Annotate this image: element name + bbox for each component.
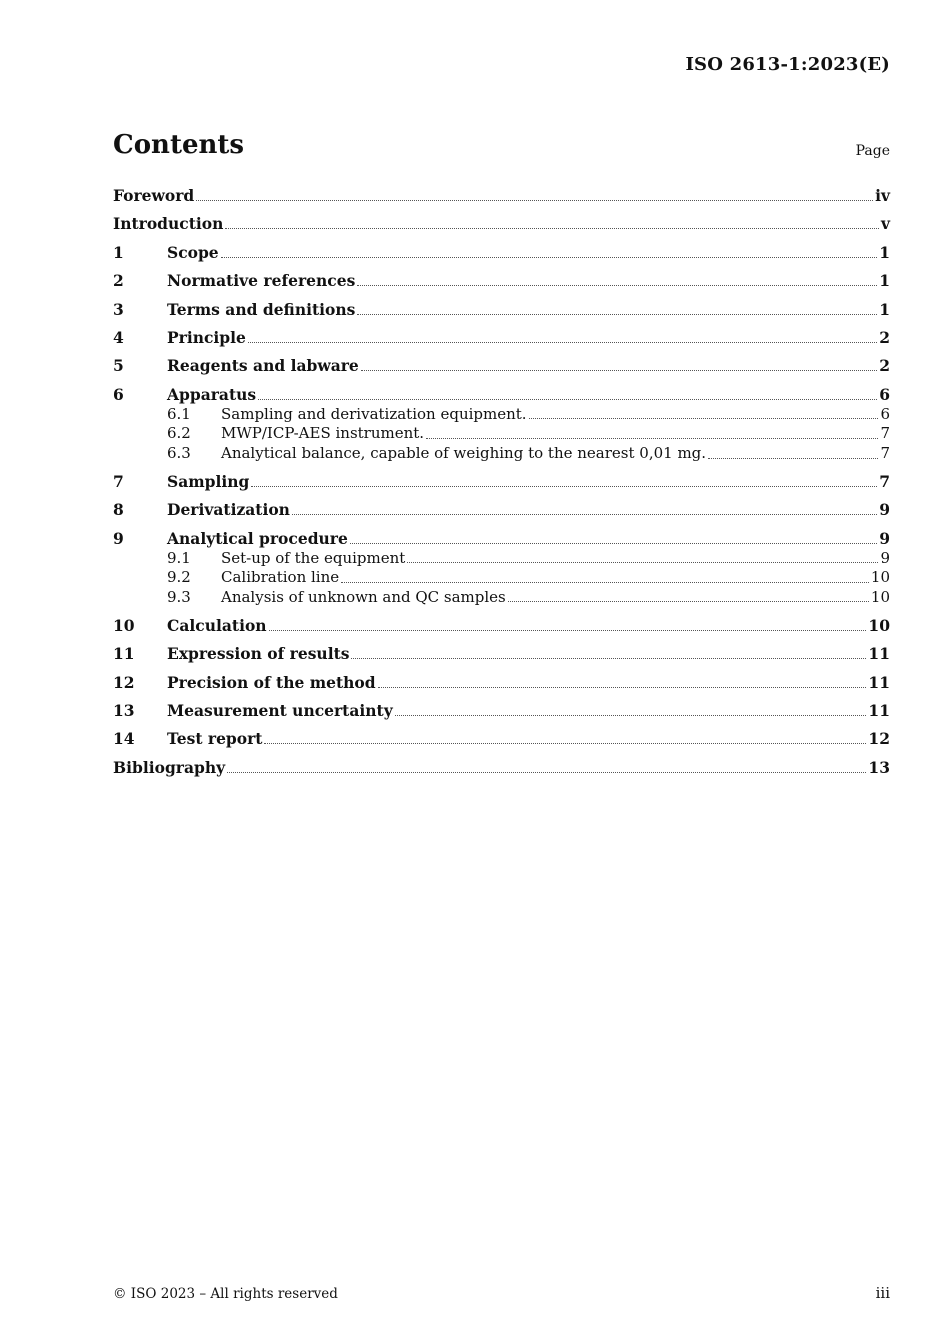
dot-leader	[196, 199, 873, 201]
toc-entry[interactable]	[113, 644, 890, 664]
dot-leader	[361, 369, 877, 371]
toc-entry[interactable]	[113, 243, 890, 263]
toc-entry[interactable]	[113, 500, 890, 520]
toc-subentry-page: 7	[880, 443, 890, 462]
toc-entry[interactable]	[113, 616, 890, 636]
toc-entry-number: 11	[113, 644, 135, 664]
toc-entry-group	[113, 673, 890, 693]
dot-leader	[269, 629, 867, 631]
dot-leader	[264, 742, 866, 744]
toc-entry-page: 7	[879, 471, 890, 491]
toc-subentry-title: Sampling and derivatization equipment.	[221, 404, 527, 423]
toc-entry-number: 5	[113, 356, 124, 376]
toc-subentry-page: 9	[880, 548, 890, 567]
toc-entry-page: 9	[879, 500, 890, 520]
toc-entry-number: 12	[113, 672, 135, 692]
toc-entry-number: 4	[113, 327, 124, 347]
toc-entry-group	[113, 214, 890, 234]
toc-entry-page: 11	[868, 644, 890, 664]
toc-entry[interactable]	[113, 673, 890, 693]
toc-entry-page: 9	[879, 528, 890, 548]
toc-subentry[interactable]	[113, 549, 890, 569]
toc-entry-title: Derivatization	[167, 500, 290, 520]
toc-subentry-title: Calibration line	[221, 568, 340, 587]
toc-subentry-number: 6.3	[167, 443, 191, 462]
dot-leader	[341, 581, 869, 583]
toc-subentry-number: 9.3	[167, 587, 191, 606]
toc-entry-title: Apparatus	[167, 384, 257, 404]
toc-entry-title: Test report	[167, 729, 263, 749]
toc-entry[interactable]	[113, 356, 890, 376]
toc-entry-group	[113, 328, 890, 348]
toc-entry-page: 6	[879, 384, 890, 404]
toc-entry[interactable]	[113, 729, 890, 749]
toc-entry-page: 10	[868, 615, 890, 635]
toc-subentry-title: Analysis of unknown and QC samples	[221, 587, 506, 606]
dot-leader	[395, 714, 867, 716]
toc-subentry[interactable]	[113, 424, 890, 444]
dot-leader	[351, 657, 866, 659]
toc-entry-group	[113, 701, 890, 721]
toc-entry-title: Scope	[167, 242, 219, 262]
toc-entry[interactable]	[113, 300, 890, 320]
toc-entry-page: 11	[868, 672, 890, 692]
toc-entry[interactable]	[113, 758, 890, 778]
toc-subentry-number: 9.1	[167, 548, 191, 567]
toc-entry-number: 10	[113, 615, 135, 635]
dot-leader	[357, 284, 877, 286]
dot-leader	[251, 485, 877, 487]
toc-entry-number: 7	[113, 471, 124, 491]
toc-subentry-page: 10	[870, 568, 890, 587]
contents-heading: Contents	[113, 130, 245, 160]
toc-entry-group	[113, 729, 890, 749]
document-identifier: ISO 2613-1:2023(E)	[685, 54, 890, 75]
toc-entry-page: 12	[868, 729, 890, 749]
copyright-notice: © ISO 2023 – All rights reserved	[113, 1286, 338, 1302]
toc-entry[interactable]	[113, 328, 890, 348]
toc-entry-group	[113, 271, 890, 291]
toc-entry-number: 1	[113, 242, 124, 262]
toc-subentry-page: 10	[870, 587, 890, 606]
toc-subentry-title: MWP/ICP-AES instrument.	[221, 424, 425, 443]
toc-entry-page: v	[880, 214, 890, 234]
dot-leader	[221, 256, 878, 258]
toc-entry-number: 2	[113, 271, 124, 291]
toc-entry-title: Analytical procedure	[167, 528, 348, 548]
toc-entry[interactable]	[113, 214, 890, 234]
dot-leader	[350, 542, 877, 544]
toc-entry-number: 14	[113, 729, 135, 749]
toc-entry-title: Sampling	[167, 471, 250, 491]
toc-entry-group	[113, 243, 890, 263]
toc-entry-title: Normative references	[167, 271, 356, 291]
toc-entry-number: 3	[113, 299, 124, 319]
toc-entry-group	[113, 385, 890, 464]
toc-entry-title: Foreword	[113, 186, 195, 205]
toc-entry[interactable]	[113, 385, 890, 405]
toc-entry-group	[113, 616, 890, 636]
dot-leader	[426, 437, 878, 439]
toc-entry-page: 1	[879, 271, 890, 291]
toc-entry-page: 2	[879, 356, 890, 376]
toc-entry-title: Bibliography	[113, 757, 226, 777]
dot-leader	[708, 457, 878, 459]
toc-entry-title: Precision of the method	[167, 672, 376, 692]
toc-subentry-number: 9.2	[167, 568, 191, 587]
toc-subentry-page: 7	[880, 424, 890, 443]
toc-entry-group	[113, 300, 890, 320]
toc-subentry-number: 6.1	[167, 404, 191, 423]
toc-entry-group	[113, 186, 890, 206]
page-column-label: Page	[855, 143, 890, 159]
dot-leader	[378, 686, 867, 688]
dot-leader	[248, 341, 877, 343]
toc-entry-number: 13	[113, 701, 135, 721]
toc-subentry[interactable]	[113, 405, 890, 425]
toc-entry-group	[113, 644, 890, 664]
dot-leader	[258, 398, 877, 400]
dot-leader	[407, 561, 878, 563]
toc-entry-group	[113, 472, 890, 492]
dot-leader	[225, 227, 879, 229]
toc-entry-number: 9	[113, 528, 124, 548]
toc-entry-group	[113, 500, 890, 520]
toc-subentry[interactable]	[113, 588, 890, 608]
dot-leader	[508, 600, 869, 602]
toc-entry-page: 1	[879, 299, 890, 319]
toc-subentry-page: 6	[880, 404, 890, 423]
toc-entry[interactable]	[113, 472, 890, 492]
toc-entry-title: Measurement uncertainty	[167, 701, 393, 721]
dot-leader	[357, 313, 877, 315]
toc-entry-page: 2	[879, 327, 890, 347]
table-of-contents	[113, 186, 890, 786]
toc-entry[interactable]	[113, 529, 890, 549]
toc-subentry[interactable]	[113, 444, 890, 464]
toc-entry-title: Terms and definitions	[167, 299, 356, 319]
toc-subentry-title: Set-up of the equipment	[221, 548, 406, 567]
toc-subentry[interactable]	[113, 568, 890, 588]
dot-leader	[292, 513, 877, 515]
toc-entry-title: Expression of results	[167, 644, 350, 664]
toc-entry-title: Introduction	[113, 214, 224, 234]
toc-entry-page: 13	[868, 757, 890, 777]
toc-entry[interactable]	[113, 701, 890, 721]
toc-entry-number: 8	[113, 500, 124, 520]
toc-entry-page: 11	[868, 701, 890, 721]
toc-entry-title: Principle	[167, 327, 246, 347]
toc-entry-page: iv	[875, 186, 890, 205]
toc-entry-page: 1	[879, 242, 890, 262]
toc-entry[interactable]	[113, 186, 890, 206]
toc-entry-group	[113, 356, 890, 376]
toc-subentry-title: Analytical balance, capable of weighing to the nearest 0,01 mg.	[221, 443, 707, 462]
page-number: iii	[875, 1284, 890, 1302]
toc-entry-title: Calculation	[167, 615, 267, 635]
dot-leader	[227, 771, 866, 773]
toc-entry-group	[113, 758, 890, 778]
dot-leader	[529, 417, 879, 419]
toc-entry-title: Reagents and labware	[167, 356, 359, 376]
toc-entry[interactable]	[113, 271, 890, 291]
toc-subentry-number: 6.2	[167, 424, 191, 443]
toc-entry-group	[113, 529, 890, 608]
toc-entry-number: 6	[113, 384, 124, 404]
